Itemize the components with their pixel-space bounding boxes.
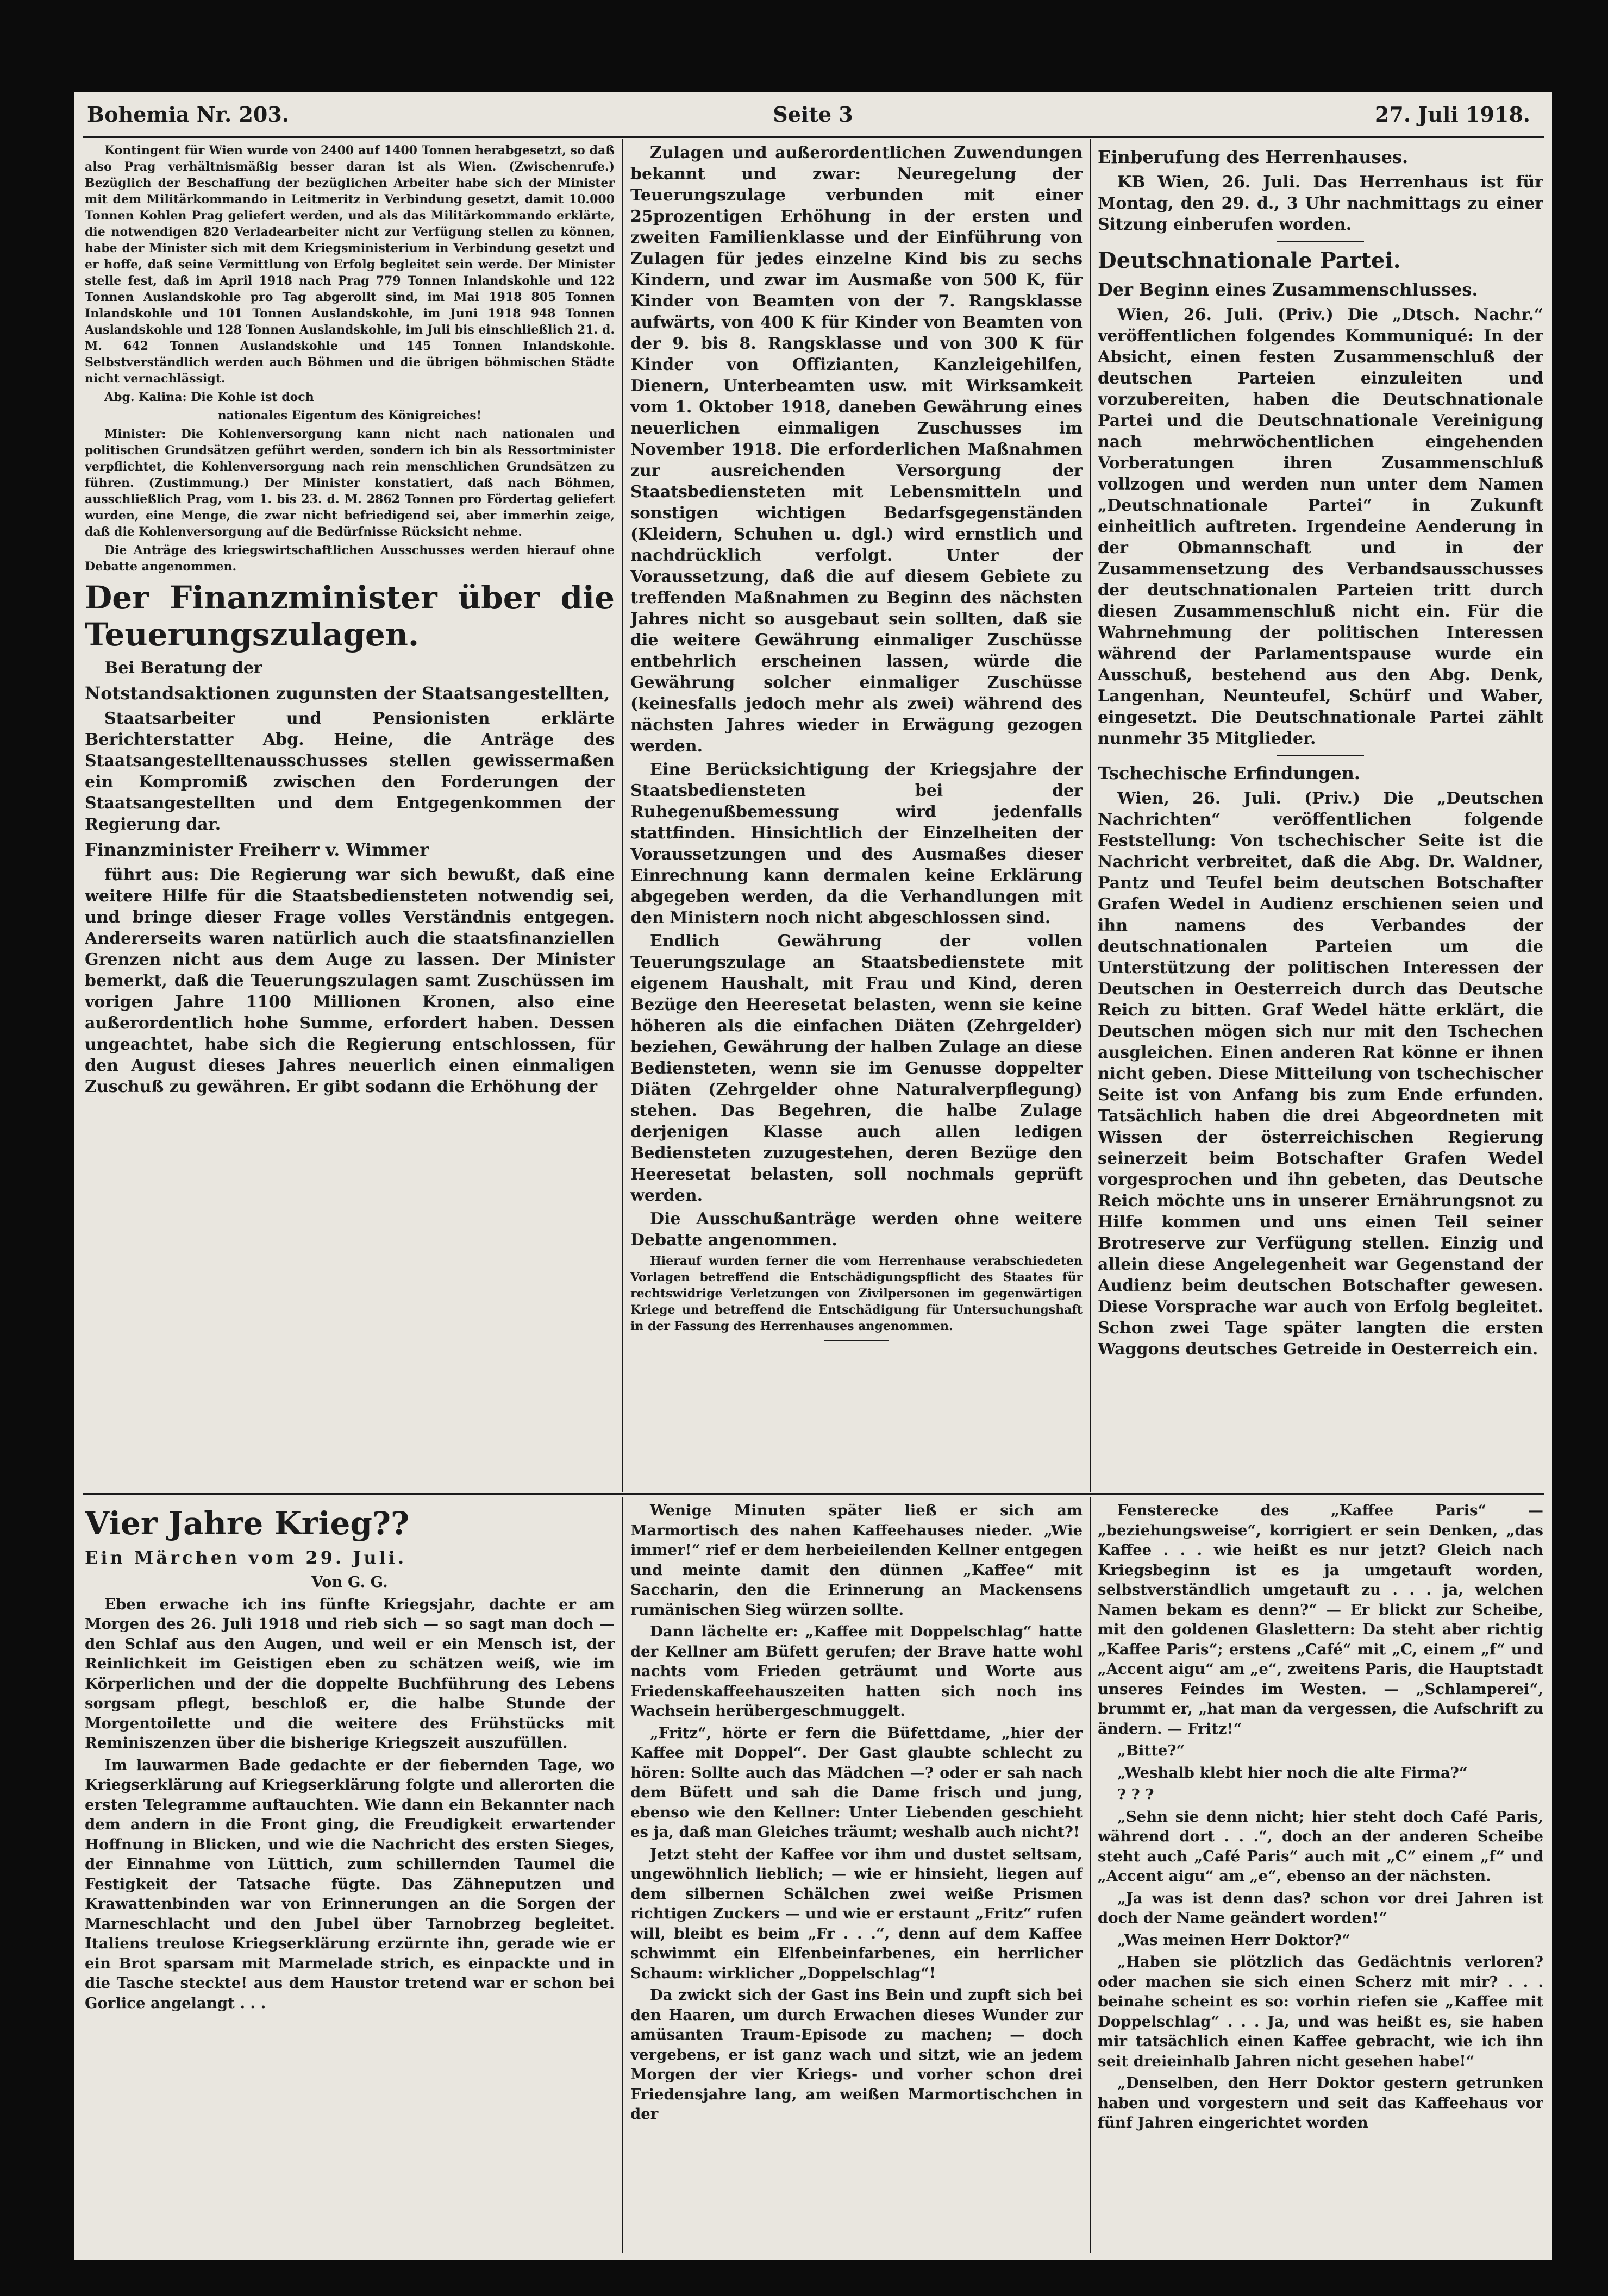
article-paragraph: Abg. Kalina: Die Kohle ist doch (104, 390, 314, 404)
article-paragraph: führt aus: Die Regierung war sich bewußt, daß eine weitere Hilfe für die Staatsbediensteten notwendig sei, und bringe dieser Frage volles Verständnis entgegen. Andererseits waren natürlich auch die staatsfinanziellen Grenzen nicht aus dem Auge zu lassen. Der Minister bemerkt, daß die Teuerungszulagen samt Zuschüssen im vorigen Jahre 1100 Millionen Kronen, also eine außerordentlich hohe Summe, erfordert haben. Dessen ungeachtet, habe sich die Regierung entschlossen, für den August dieses Jahres neuerlich einen einmaligen Zuschuß zu gewähren. Er gibt sodann die Erhöhung der (85, 865, 615, 1096)
feuilleton-paragraph: „Ja was ist denn das? schon vor drei Jahren ist doch der Name geändert worden!“ (1098, 1889, 1543, 1927)
column-2 (630, 142, 1083, 1490)
feuilleton-paragraph: „Fritz“, hörte er fern die Büfettdame, „hier der Kaffee mit Doppel“. Der Gast glaubte schlecht zu hören: Sollte auch das Mädchen —? oder er sah nach dem Büfett und sah die Dame frisch und jung, ebenso wie den Kellner: Unter Liebenden geschieht es ja, daß man Gleiches träumt; weshalb auch nicht?! (630, 1724, 1083, 1841)
article-paragraph: Die Ausschußanträge werden ohne weitere Debatte angenommen. (630, 1209, 1083, 1250)
headline-herrenhaus: Einberufung des Herrenhauses. (1098, 147, 1409, 167)
column-1 (85, 142, 615, 1490)
subheading-finanzminister: Finanzminister Freiherr v. Wimmer (85, 839, 429, 860)
column-rule-4 (1090, 1497, 1091, 2253)
article-end-rule (824, 1340, 889, 1341)
headline-finanzminister: Der Finanzminister über die Teuerungszulagen. (85, 579, 615, 653)
column-3 (1098, 142, 1543, 1490)
header-rule (83, 136, 1544, 138)
article-paragraph: Endlich Gewährung der vollen Teuerungszulage an Staatsbedienstete mit eigenem Haushalt, mit Frau und Kind, deren Bezüge den Heeresetat belasten, wenn sie keine höheren als die einfachen Diäten (Zehrgelder) beziehen, Gewährung der halben Zulage an diese Bediensteten, wenn sie im Genusse doppelter Diäten (Zehrgelder ohne Naturalverpflegung) stehen. Das Begehren, die halbe Zulage derjenigen Klasse auch allen ledigen Bediensteten zuzugestehen, deren Bezüge den Heeresetat belasten, soll nochmals geprüft werden. (630, 932, 1083, 1205)
feuilleton-title: Vier Jahre Krieg?? (85, 1505, 409, 1542)
column-rule-2 (1090, 139, 1091, 1492)
subheading-notstandsaktionen: Notstandsaktionen zugunsten der Staatsangestellten, (85, 683, 610, 704)
feuilleton-paragraph: Fensterecke des „Kaffee Paris“ — „beziehungsweise“, korrigiert er sein Denken, „das Kaffee . . . wie heißt es nur jetzt? Gleich nach Kriegsbeginn ist es ja umgetauft worden, selbstverständlich umgetauft zu . . . ja, welchen Namen bekam es denn?“ — Er blickt zur Scheibe, mit den goldenen Glaslettern: Da steht aber richtig „Kaffee Paris“; erstens „Café“ mit „C, einem „f“ und „Accent aigu“ am „e“, zweitens Paris, die Hauptstadt unseres Feindes im Westen. — „Schlamperei“, brummt er, „hat man da vergessen, die Aufschrift zu ändern. — Fritz!“ (1098, 1502, 1543, 1737)
headline-deutschnationale-partei: Deutschnationale Partei. (1098, 248, 1401, 273)
feuilleton-paragraph: Im lauwarmen Bade gedachte er der fiebernden Tage, wo Kriegserklärung auf Kriegserklärung folgte und allerorten die ersten Telegramme auftauchten. Wie dann ein Bekannter nach dem andern in die Front ging, die Freudigkeit erwartender Hoffnung in Blicken, und wie die Nachricht des ersten Sieges, der Einnahme von Lüttich, zum schillernden Taumel die Festigkeit der Tatsache fügte. Das Zähneputzen und Krawattenbinden war von Erinnerungen an die Sorgen der Marneschlacht und den Jubel über Tarnobrzeg begleitet. Italiens treulose Kriegserklärung erzürnte ihn, gerade wie er ein Brot sparsam mit Marmelade strich, es einpackte und in die Tasche steckte! aus dem Haustor tretend war er schon bei Gorlice angelangt . . . (85, 1756, 615, 2012)
article-paragraph: Wien, 26. Juli. (Priv.) Die „Dtsch. Nachr.“ veröffentlichen folgendes Kommuniqué: In der Absicht, einen festen Zusammenschluß der deutschen Parteien einzuleiten und vorzubereiten, haben die Deutschnationale Partei und die Deutschnationale Vereinigung nach mehrwöchentlichen eingehenden Vorberatungen ihren Zusammenschluß vollzogen und werden nun unter dem Namen „Deutschnationale Partei“ in Zukunft einheitlich auftreten. Irgendeine Aenderung in der Obmannschaft und in der Zusammensetzung des Verbandsausschusses der deutschnationalen Parteien tritt durch diesen Zusammenschluß nicht ein. Für die Wahrnehmung der politischen Interessen während der Parlamentspause wurde ein Ausschuß, bestehend aus den Abg. Denk, Langenhan, Neunteufel, Schürf und Waber, eingesetzt. Die Deutschnationale Partei zählt nunmehr 35 Mitglieder. (1098, 305, 1543, 748)
feuilleton-paragraph: Jetzt steht der Kaffee vor ihm und dustet seltsam, ungewöhnlich lieblich; — wie er hinsieht, liegen auf dem silbernen Schälchen zwei weiße Prismen richtigen Zuckers — und wie er erstaunt „Fritz“ rufen will, bleibt es beim „Fr . . .“, denn auf dem Kaffee schwimmt ein Elfenbeinfarbenes, ein herrlicher Schaum: wirklicher „Doppelschlag“! (630, 1845, 1083, 1982)
feuilleton-column-3 (1098, 1501, 1543, 2256)
feuilleton-paragraph: „Denselben, den Herr Doktor gestern getrunken haben und vorgestern und seit das Kaffeehaus vor fünf Jahren eingerichtet worden (1098, 2074, 1543, 2131)
header-page-number: Seite 3 (773, 102, 853, 127)
article-paragraph: Kontingent für Wien wurde von 2400 auf 1400 Tonnen herabgesetzt, so daß also Prag verhältnismäßig besser daran ist als Wien. (Zwischenrufe.) Bezüglich der Beschaffung der bezüglichen Arbeiter habe sich der Minister mit dem Militärkommando in Leitmeritz in Verbindung gesetzt, damit 10.000 Tonnen Kohlen Prag geliefert werden, und als das Militärkommando erklärte, die notwendigen 820 Verladearbeiter nicht zur Verfügung stellen zu können, habe der Minister sich mit dem Kriegsministerium in Verbindung gesetzt und er hoffe, daß seine Vermittlung von Erfolg begleitet sein werde. Der Minister stelle fest, daß im April 1918 nach Prag 779 Tonnen Inlandskohle und 122 Tonnen Auslandskohle pro Tag abgerollt sind, im Mai 1918 805 Tonnen Inlandskohle und 101 Tonnen Auslandskohle, im Juni 1918 948 Tonnen Auslandskohle und 128 Tonnen Auslandskohle, im Juli bis einschließlich 21. d. M. 642 Tonnen Auslandskohle und 145 Tonnen Inlandskohle. Selbstverständlich werden auch Böhmen und die übrigen böhmischen Städte nicht vernachlässigt. (85, 143, 615, 386)
article-paragraph: Zulagen und außerordentlichen Zuwendungen bekannt und zwar: Neuregelung der Teuerungszulage verbunden mit einer 25prozentigen Erhöhung in der ersten und zweiten Familienklasse und der Einführung von Zulagen für jedes einzelne Kind bis zu sechs Kindern, und zwar im Ausmaße von 500 K, für Kinder von Beamten von der 7. Rangsklasse aufwärts, von 400 K für Kinder von Beamten von der 9. bis 8. Rangsklasse und von 300 K für Kinder von Offizianten, Kanzleigehilfen, Dienern, Unterbeamten usw. mit Wirksamkeit vom 1. Oktober 1918, daneben Gewährung eines neuerlichen einmaligen Zuschusses im November 1918. Die erforderlichen Maßnahmen zur ausreichenden Versorgung der Staatsbediensteten mit Lebensmitteln und sonstigen wichtigen Bedarfsgegenständen (Kleidern, Schuhen u. dgl.) wird ernstlich und nachdrücklich verfolgt. Unter der Voraussetzung, daß die auf diesem Gebiete zu treffenden Maßnahmen zu Beginn des nächsten Jahres nicht so ausgebaut sein sollten, daß sie die weitere Gewährung einmaliger Zuschüsse entbehrlich erscheinen lassen, würde die Gewährung solcher einmaliger Zuschüsse (keinesfalls jedoch mehr als zwei) während des nächsten Jahres wieder in Erwägung gezogen werden. (630, 143, 1083, 756)
feuilleton-paragraph: Wenige Minuten später ließ er sich am Marmortisch des nahen Kaffeehauses nieder. „Wie immer!“ rief er dem herbeieilenden Kellner entgegen und meinte damit den dünnen „Kaffee“ mit Saccharin, den die Erinnerung an Mackensens rumänischen Sieg würzen sollte. (630, 1502, 1083, 1619)
subheading-zusammenschluss: Der Beginn eines Zusammenschlusses. (1098, 279, 1478, 300)
newspaper-page (74, 92, 1552, 2260)
article-separator (1277, 241, 1364, 242)
article-paragraph: Staatsarbeiter und Pensionisten erklärte Berichterstatter Abg. Heine, die Anträge des Staatsangestelltenausschusses stellen gewissermaßen ein Kompromiß zwischen den Forderungen der Staatsangestellten und dem Entgegenkommen der Regierung dar. (85, 709, 615, 834)
article-paragraph: Bei Beratung der (104, 658, 262, 677)
feuilleton-paragraph: „Haben sie plötzlich das Gedächtnis verloren? oder machen sie sich einen Scherz mit mir? . . . beinahe scheint es so: vorhin riefen sie „Kaffee mit Doppelschlag“ . . . Ja, und was heißt es, sie haben mir tatsächlich einen Kaffee gebracht, wie ich ihn seit dreieinhalb Jahren nicht gesehen habe!“ (1098, 1953, 1543, 2070)
feuilleton-paragraph: Dann lächelte er: „Kaffee mit Doppelschlag“ hatte der Kellner am Büfett gerufen; der Brave hatte wohl nachts vom Frieden geträumt und Worte aus Friedenskaffeehauszeiten hatten sich noch ins Wachsein herübergeschmuggelt. (630, 1623, 1083, 1720)
article-separator (1277, 755, 1364, 756)
feuilleton-subtitle: Ein Märchen vom 29. Juli. (85, 1547, 407, 1568)
column-rule-1 (622, 139, 623, 1492)
feuilleton-paragraph: „Sehn sie denn nicht; hier steht doch Café Paris, während dort . . .“, doch an der anderen Scheibe steht auch „Café Paris“ auch mit „C“ einem „f“ und „Accent aigu“ am „e“, ebenso an der nächsten. (1098, 1808, 1543, 1885)
feuilleton-column-1 (85, 1501, 615, 2256)
article-paragraph: Die Anträge des kriegswirtschaftlichen Ausschusses werden hierauf ohne Debatte angenommen. (85, 543, 615, 574)
article-paragraph: KB Wien, 26. Juli. Das Herrenhaus ist für Montag, den 29. d., 3 Uhr nachmittags zu einer Sitzung einberufen worden. (1098, 173, 1543, 234)
feuilleton-column-2 (630, 1501, 1083, 2256)
article-paragraph: Eine Berücksichtigung der Kriegsjahre der Staatsbediensteten bei der Ruhegenußbemessung wird jedenfalls stattfinden. Hinsichtlich der Einzelheiten der Voraussetzungen und des Ausmaßes dieser Einrechnung kann dermalen keine Erklärung abgegeben werden, da die Verhandlungen mit den Ministern noch nicht abgeschlossen sind. (630, 760, 1083, 927)
feuilleton-paragraph: „Was meinen Herr Doktor?“ (1117, 1931, 1351, 1949)
feuilleton-paragraph: ? ? ? (1117, 1786, 1154, 1803)
article-paragraph: nationales Eigentum des Königreiches! (217, 409, 482, 423)
article-paragraph: Hierauf wurden ferner die vom Herrenhause verabschiedeten Vorlagen betreffend die Entschädigungspflicht des Staates für rechtswidrige Verletzungen von Zivilpersonen im gegenwärtigen Kriege und betreffend die Entschädigung für Untersuchungshaft in der Fassung des Herrenhauses angenommen. (630, 1254, 1083, 1333)
article-paragraph: Wien, 26. Juli. (Priv.) Die „Deutschen Nachrichten“ veröffentlichen folgende Feststellung: Von tschechischer Seite ist die Nachricht verbreitet, daß die Abg. Dr. Waldner, Pantz und Teufel beim deutschen Botschafter Grafen Wedel in Audienz erschienen seien und ihn namens des Verbandes der deutschnationalen Parteien um die Unterstützung der politischen Interessen der Deutschen in Oesterreich durch das Deutsche Reich zu bitten. Graf Wedel hätte erklärt, die Deutschen mögen sich nur mit den Tschechen ausgleichen. Einen anderen Rat könne er ihnen nicht geben. Diese Mitteilung von tschechischer Seite ist von Anfang bis zum Ende erfunden. Tatsächlich haben die drei Abgeordneten mit Wissen der österreichischen Regierung seinerzeit beim Botschafter Grafen Wedel vorgesprochen und ihn gebeten, das Deutsche Reich möchte uns in unserer Ernährungsnot zu Hilfe kommen und uns einen Teil seiner Brotreserve zur Verfügung stellen. Einzig und allein diese Angelegenheit war Gegenstand der Audienz beim deutschen Botschafter gewesen. Diese Vorsprache war auch von Erfolg begleitet. Schon zwei Tage später langten die ersten Waggons deutsches Getreide in Oesterreich ein. (1098, 789, 1543, 1359)
article-paragraph: Minister: Die Kohlenversorgung kann nicht nach nationalen und politischen Grundsätzen geführt werden, sondern ich bin als Ressortminister verpflichtet, die Kohlenversorgung nach rein menschlichen Grundsätzen zu führen. (Zustimmung.) Der Minister konstatiert, daß nach Böhmen, ausschließlich Prag, vom 1. bis 23. d. M. 2862 Tonnen pro Fördertag geliefert wurden, eine Menge, die zwar nicht befriedigend sei, aber immerhin zeige, daß die Kohlenversorgung auf die Bedürfnisse Rücksicht nehme. (85, 427, 615, 539)
header-date: 27. Juli 1918. (1374, 102, 1530, 127)
header-issue: Bohemia Nr. 203. (87, 102, 290, 127)
headline-tschechische-erfindungen: Tschechische Erfindungen. (1098, 763, 1360, 783)
feuilleton-paragraph: „Weshalb klebt hier noch die alte Firma?“ (1117, 1764, 1468, 1781)
feuilleton-byline: Von G. G. (311, 1573, 388, 1591)
column-rule-3 (622, 1497, 623, 2253)
feuilleton-rule (83, 1493, 1544, 1495)
feuilleton-paragraph: „Bitte?“ (1117, 1742, 1185, 1759)
feuilleton-paragraph: Da zwickt sich der Gast ins Bein und zupft sich bei den Haaren, um durch Erwachen dieses Wunder zur amüsanten Traum-Episode zu machen; — doch vergebens, er ist ganz wach und sitzt, wie an jedem Morgen der vier Kriegs- und vorher schon drei Friedensjahre lang, am weißen Marmortischchen in der (630, 1986, 1083, 2123)
feuilleton-paragraph: Eben erwache ich ins fünfte Kriegsjahr, dachte er am Morgen des 26. Juli 1918 und rieb sich — so sagt man doch — den Schlaf aus den Augen, und weil er ein Mensch ist, der Reinlichkeit im Geistigen eben zu schätzen weiß, wie im Körperlichen und der die doppelte Buchführung des Lebens sorgsam pflegt, beschloß er, die halbe Stunde der Morgentoilette und die weitere des Frühstücks mit Reminiszenzen über die bisherige Kriegszeit auszufüllen. (85, 1595, 615, 1752)
